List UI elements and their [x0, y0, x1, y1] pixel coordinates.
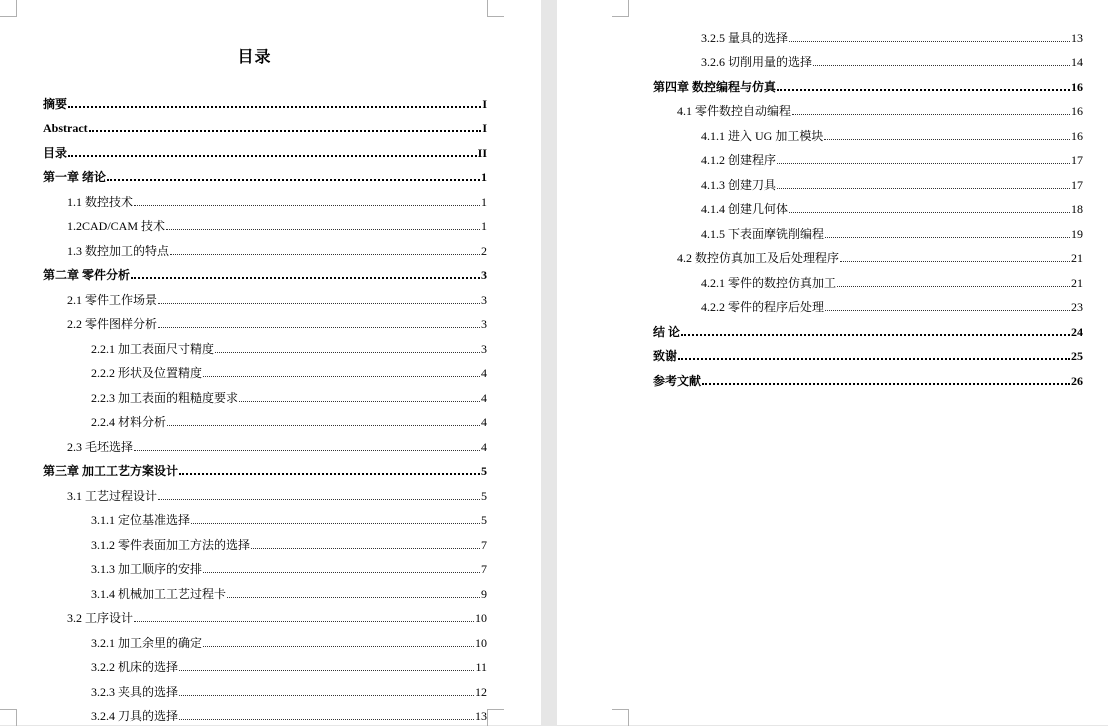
dot-leader: [203, 376, 480, 377]
toc-entry-page-number: 17: [1071, 153, 1083, 167]
dot-leader: [191, 523, 480, 524]
toc-entry-page-number: 3: [481, 268, 487, 282]
toc-entry-page-number: 13: [475, 709, 487, 723]
toc-entry[interactable]: [43, 137, 487, 162]
toc-entry-title: 2.2.1 加工表面尺寸精度: [91, 341, 215, 356]
toc-entry-title: 第三章 加工工艺方案设计: [43, 464, 179, 478]
toc-entry-title: 3.2.6 切削用量的选择: [701, 55, 813, 69]
toc-entry-title: 第一章 绪论: [43, 170, 107, 184]
toc-entry-page-number: 7: [481, 562, 487, 576]
toc-entry-title: Abstract: [43, 121, 88, 135]
toc-entry-page-number: 3: [481, 317, 487, 331]
toc-entry-page-number: 26: [1071, 373, 1083, 388]
margin-corner-mark: [0, 709, 17, 726]
dot-leader: [789, 212, 1070, 213]
toc-entry[interactable]: [43, 358, 487, 383]
toc-entry-page-number: 23: [1071, 300, 1083, 314]
toc-entry-page-number: 16: [1071, 79, 1083, 94]
dot-leader: [777, 163, 1070, 164]
toc-entry[interactable]: [43, 186, 487, 211]
toc-entry[interactable]: [653, 218, 1083, 243]
toc-entry[interactable]: [653, 120, 1083, 145]
dot-leader: [840, 261, 1070, 262]
dot-leader: [158, 327, 480, 328]
dot-leader: [179, 695, 474, 696]
toc-entry[interactable]: [43, 505, 487, 530]
toc-entry-title: 4.1.1 进入 UG 加工模块: [701, 128, 824, 143]
margin-corner-mark: [612, 0, 629, 17]
toc-entry-title: 4.1.4 创建几何体: [701, 202, 789, 216]
toc-entry[interactable]: [43, 113, 487, 138]
toc-entry-title: 2.2.3 加工表面的粗糙度要求: [91, 390, 239, 405]
toc-entry-title: 1.3 数控加工的特点: [67, 243, 170, 258]
toc-entry-title: 2.3 毛坯选择: [67, 439, 134, 454]
dot-leader: [203, 646, 474, 647]
dot-leader: [68, 106, 481, 108]
toc-entry-title: 2.2 零件图样分析: [67, 317, 158, 331]
toc-entry-page-number: 5: [481, 464, 487, 478]
toc-entry-title: 第二章 零件分析: [43, 268, 131, 282]
toc-entry[interactable]: [43, 382, 487, 407]
dot-leader: [179, 719, 474, 720]
margin-corner-mark: [612, 709, 629, 726]
toc-entry-page-number: 9: [481, 586, 487, 601]
dot-leader: [166, 229, 480, 230]
toc-entry-title: 摘要: [43, 96, 68, 111]
dot-leader: [239, 401, 480, 402]
toc-entry[interactable]: [43, 309, 487, 334]
toc-entry-page-number: 2: [481, 243, 487, 258]
toc-entry-page-number: 4: [481, 439, 487, 454]
dot-leader: [824, 139, 1070, 140]
toc-entry[interactable]: [43, 88, 487, 113]
toc-entry-page-number: 25: [1071, 349, 1083, 363]
dot-leader: [678, 358, 1070, 360]
toc-entry[interactable]: [43, 652, 487, 677]
toc-entry[interactable]: [653, 292, 1083, 317]
toc-entry-title: 目录: [43, 145, 68, 160]
dot-leader: [68, 155, 477, 157]
toc-entry-title: 4.1 零件数控自动编程: [677, 104, 792, 118]
toc-entry[interactable]: [653, 243, 1083, 268]
toc-entry-page-number: 16: [1071, 104, 1083, 118]
toc-entry[interactable]: [653, 341, 1083, 366]
toc-entry[interactable]: [43, 627, 487, 652]
dot-leader: [825, 237, 1070, 238]
toc-entry-page-number: II: [477, 145, 487, 160]
toc-entry-page-number: 7: [481, 537, 487, 552]
toc-entry-page-number: 24: [1071, 324, 1083, 339]
dot-leader: [203, 572, 480, 573]
toc-entry-title: 3.2.1 加工余里的确定: [91, 635, 203, 650]
toc-entry[interactable]: [43, 162, 487, 187]
toc-entry[interactable]: [653, 194, 1083, 219]
toc-entry[interactable]: [653, 71, 1083, 96]
toc-entry-page-number: 5: [481, 513, 487, 527]
toc-entry-page-number: 14: [1071, 55, 1083, 69]
dot-leader: [702, 383, 1070, 385]
margin-corner-mark: [0, 0, 17, 17]
toc-entry-title: 4.1.2 创建程序: [701, 153, 777, 167]
toc-entry-title: 4.2.1 零件的数控仿真加工: [701, 275, 837, 290]
toc-entry-title: 4.1.3 创建刀具: [701, 177, 777, 192]
toc-entry-title: 2.2.2 形状及位置精度: [91, 366, 203, 380]
toc-entry[interactable]: [43, 407, 487, 432]
toc-entry-page-number: 1: [481, 219, 487, 233]
dot-leader: [837, 286, 1070, 287]
dot-leader: [777, 188, 1070, 189]
toc-entry-page-number: 12: [475, 684, 487, 699]
dot-leader: [134, 621, 474, 622]
toc-entry[interactable]: [43, 701, 487, 726]
toc-entry[interactable]: [653, 267, 1083, 292]
toc-entry-title: 4.1.5 下表面摩铣削编程: [701, 226, 825, 241]
toc-entry[interactable]: [43, 676, 487, 701]
toc-entry[interactable]: [43, 578, 487, 603]
dot-leader: [789, 41, 1070, 42]
toc-entry[interactable]: [43, 603, 487, 628]
toc-heading: 目录: [237, 49, 272, 66]
toc-entry-title: 4.2 数控仿真加工及后处理程序: [677, 251, 840, 265]
toc-entry-page-number: 18: [1071, 202, 1083, 216]
toc-entry-title: 2.2.4 材料分析: [91, 415, 167, 429]
toc-entry-page-number: 4: [481, 366, 487, 380]
dot-leader: [170, 254, 480, 255]
toc-entry-title: 3.2 工序设计: [67, 611, 134, 625]
toc-entry-title: 结 论: [653, 324, 681, 339]
toc-entry-title: 3.1.2 零件表面加工方法的选择: [91, 537, 251, 552]
margin-corner-mark: [487, 0, 504, 17]
document-page-left: [0, 0, 541, 725]
dot-leader: [227, 597, 480, 598]
toc-entry[interactable]: [653, 365, 1083, 390]
dot-leader: [792, 114, 1070, 115]
toc-entry[interactable]: [653, 47, 1083, 72]
dot-leader: [167, 425, 480, 426]
toc-entry[interactable]: [43, 284, 487, 309]
dot-leader: [158, 303, 480, 304]
toc-entry-page-number: 11: [475, 660, 487, 674]
dot-leader: [131, 277, 480, 279]
toc-list-left: [43, 88, 487, 725]
toc-entry-page-number: 3: [481, 292, 487, 307]
dot-leader: [89, 130, 482, 132]
toc-entry-page-number: 5: [481, 488, 487, 503]
toc-entry[interactable]: [43, 480, 487, 505]
dot-leader: [681, 334, 1070, 336]
dot-leader: [158, 499, 480, 500]
toc-entry-page-number: 10: [475, 635, 487, 650]
toc-entry-title: 3.2.3 夹具的选择: [91, 684, 179, 699]
toc-entry-page-number: 16: [1071, 128, 1083, 143]
dot-leader: [134, 450, 480, 451]
dot-leader: [825, 310, 1070, 311]
toc-entry-page-number: 13: [1071, 30, 1083, 45]
toc-entry-page-number: 4: [481, 390, 487, 405]
toc-entry[interactable]: [43, 211, 487, 236]
toc-entry[interactable]: [43, 235, 487, 260]
toc-list-right: [653, 22, 1083, 390]
toc-entry-page-number: I: [482, 121, 487, 135]
toc-entry-page-number: I: [482, 96, 487, 111]
toc-entry-page-number: 21: [1071, 275, 1083, 290]
toc-entry-page-number: 17: [1071, 177, 1083, 192]
toc-entry-title: 3.2.2 机床的选择: [91, 660, 179, 674]
toc-entry-title: 3.2.4 刀具的选择: [91, 709, 179, 723]
toc-entry-title: 第四章 数控编程与仿真: [653, 79, 777, 94]
dot-leader: [179, 670, 474, 671]
dot-leader: [107, 179, 480, 181]
toc-entry[interactable]: [43, 529, 487, 554]
toc-entry[interactable]: [43, 431, 487, 456]
toc-entry-page-number: 10: [475, 611, 487, 625]
dot-leader: [251, 548, 480, 549]
toc-entry-title: 参考文献: [653, 373, 702, 388]
toc-entry-page-number: 19: [1071, 226, 1083, 241]
toc-entry-title: 3.1.3 加工顺序的安排: [91, 562, 203, 576]
toc-entry[interactable]: [653, 22, 1083, 47]
dot-leader: [134, 205, 480, 206]
toc-entry-title: 4.2.2 零件的程序后处理: [701, 300, 825, 314]
toc-entry[interactable]: [43, 333, 487, 358]
toc-entry-page-number: 1: [481, 194, 487, 209]
toc-entry-title: 3.2.5 量具的选择: [701, 30, 789, 45]
toc-entry-title: 1.1 数控技术: [67, 194, 134, 209]
dot-leader: [215, 352, 480, 353]
toc-entry-title: 3.1 工艺过程设计: [67, 488, 158, 503]
toc-entry-page-number: 4: [481, 415, 487, 429]
margin-corner-mark: [487, 709, 504, 726]
toc-entry-page-number: 21: [1071, 251, 1083, 265]
toc-entry[interactable]: [43, 260, 487, 285]
toc-entry-title: 2.1 零件工作场景: [67, 292, 158, 307]
document-page-right: [557, 0, 1108, 725]
toc-entry-title: 致谢: [653, 349, 678, 363]
toc-entry-title: 3.1.1 定位基准选择: [91, 513, 191, 527]
toc-entry-title: 1.2CAD/CAM 技术: [67, 219, 166, 233]
dot-leader: [179, 473, 480, 475]
toc-entry[interactable]: [43, 456, 487, 481]
toc-entry[interactable]: [653, 316, 1083, 341]
toc-entry[interactable]: [653, 96, 1083, 121]
dot-leader: [777, 89, 1070, 91]
toc-entry-page-number: 1: [481, 170, 487, 184]
toc-entry-title: 3.1.4 机械加工工艺过程卡: [91, 586, 227, 601]
toc-entry[interactable]: [653, 169, 1083, 194]
toc-entry[interactable]: [43, 554, 487, 579]
toc-entry[interactable]: [653, 145, 1083, 170]
toc-entry-page-number: 3: [481, 341, 487, 356]
dot-leader: [813, 65, 1070, 66]
